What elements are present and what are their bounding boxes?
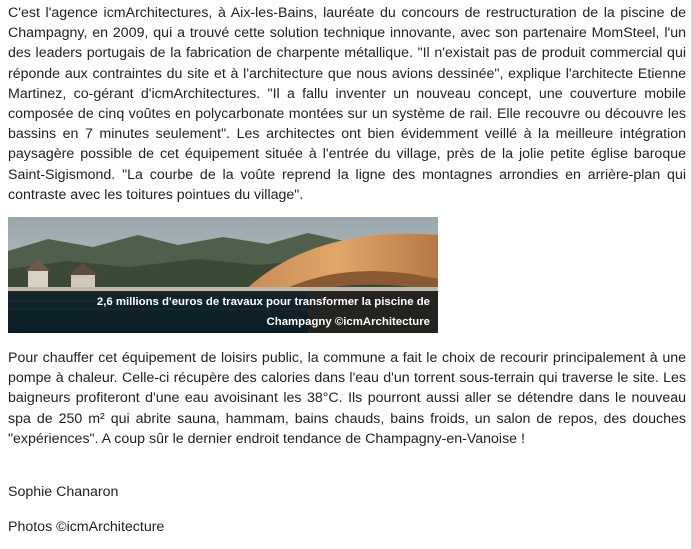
author-name: Sophie Chanaron [8, 484, 119, 500]
image-caption: 2,6 millions d'euros de travaux pour transformer la piscine de Champagny ©icmArchitecture [8, 291, 438, 333]
article-paragraph-1: C'est l'agence icmArchitectures, à Aix-les-Bains, lauréate du concours de restructuration de la piscine de Champagny, en 2009, qui a trouvé cette solution technique innovante, avec son partenaire MomSteel, l'un des leaders portugais de la fabrication de charpente métallique. "Il n'existait pas de produit commercial qui réponde aux contraintes du site et à l'architecture que nous avions dessinée", explique l'architecte Etienne Martinez, co-gérant d'icmArchitectures. "Il a fallu inventer un nouveau concept, une couverture mobile composée de cinq voûtes en polycarbonate montées sur un système de rail. Elle recouvre ou découvre les bassins en 7 minutes seulement". Les architectes ont bien évidemment veillé à la meilleure intégration paysagère possible de cet équipement située à l'entrée du village, près de la jolie petite église baroque Saint-Sigismond. "La courbe de la voûte reprend la ligne des montagnes arrondies en arrière-plan qui contraste avec les toitures pointues du village". [8, 5, 686, 203]
photo-credit: Photos ©icmArchitecture [8, 519, 165, 535]
article-paragraph-2: Pour chauffer cet équipement de loisirs public, la commune a fait le choix de recourir principalement à une pompe à chaleur. Celle-ci récupère des calories dans l'eau d'un torrent sous-terrain qui traverse le site. Les baigneurs profiteront d'une eau avoisinant les 38°C. Ils pourront aussi aller se détendre dans le nouveau spa de 250 m² qui abrite sauna, hammam, bains chauds, bains froids, un salon de repos, des douches "expériences". A coup sûr le dernier endroit tendance de Champagny-en-Vanoise ! [8, 350, 686, 447]
pool-photo [8, 217, 438, 333]
